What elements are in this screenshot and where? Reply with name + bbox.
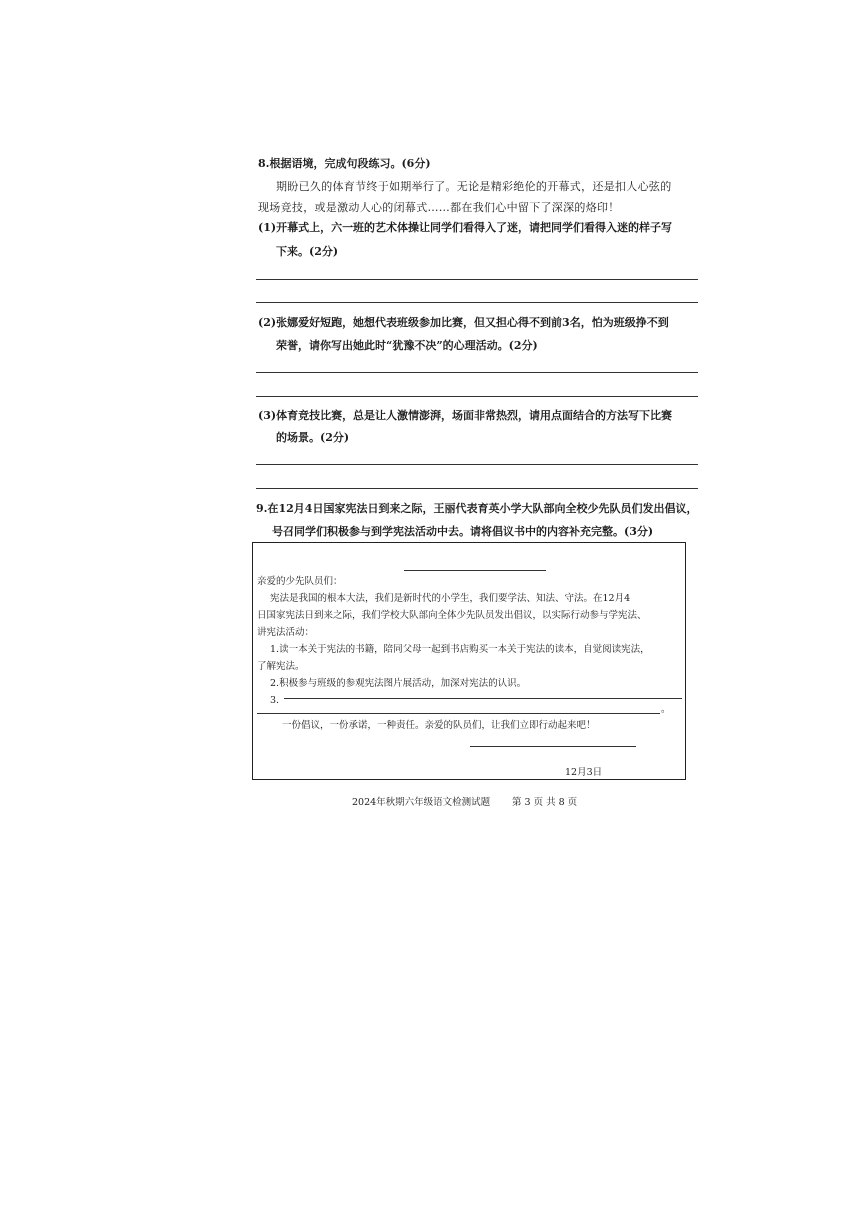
- item3-answer-line: [284, 698, 682, 699]
- q8-part2-line1: (2)张娜爱好短跑，她想代表班级参加比赛，但又担心得不到前3名，怕为班级挣不到: [258, 316, 669, 329]
- answer-line: [256, 464, 698, 465]
- letter-date: 12月3日: [565, 767, 603, 778]
- letter-item3-number: 3.: [270, 695, 280, 706]
- q8-part2-line2: 荣誉，请你写出她此时“犹豫不决”的心理活动。(2分): [276, 339, 538, 352]
- q8-part3-line2: 的场景。(2分): [276, 431, 350, 444]
- q8-context-line1: 期盼已久的体育节终于如期举行了。无论是精彩绝伦的开幕式，还是扣人心弦的: [276, 180, 672, 193]
- answer-line: [256, 396, 698, 397]
- letter-title-blank: [404, 570, 546, 571]
- answer-line: [256, 279, 698, 280]
- letter-body-line1: 宪法是我国的根本大法，我们是新时代的小学生，我们要学法、知法、守法。在12月4: [270, 593, 631, 604]
- q8-part3-line1: (3)体育竞技比赛，总是让人激情澎湃，场面非常热烈，请用点面结合的方法写下比赛: [258, 409, 673, 422]
- q8-part1-line1: (1)开幕式上，六一班的艺术体操让同学们看得入了迷，请把同学们看得入迷的样子写: [258, 221, 673, 234]
- letter-body-line2: 日国家宪法日到来之际，我们学校大队部向全体少先队员发出倡议，以实际行动参与学宪法、: [257, 610, 647, 621]
- item3-answer-line: [257, 713, 660, 714]
- answer-line: [256, 372, 698, 373]
- letter-item1-line1: 1.读一本关于宪法的书籍，陪同父母一起到书店购买一本关于宪法的读本，自觉阅读宪法，: [270, 644, 650, 655]
- footer-page-number: 第 3 页 共 8 页: [512, 797, 578, 808]
- q8-context-line2: 现场竞技，或是激动人心的闭幕式……都在我们心中留下了深深的烙印！: [258, 201, 620, 214]
- item3-end-period: 。: [661, 704, 671, 715]
- answer-line: [256, 488, 698, 489]
- q8-title: 8.根据语境，完成句段练习。(6分): [258, 157, 431, 170]
- letter-item2: 2.积极参与班级的参观宪法图片展活动，加深对宪法的认识。: [270, 678, 527, 689]
- q8-part1-line2: 下来。(2分): [276, 245, 339, 258]
- letter-greeting: 亲爱的少先队员们：: [257, 576, 343, 587]
- q9-line1: 9.在12月4日国家宪法日到来之际，王丽代表育英小学大队部向全校少先队员们发出倡议，: [256, 502, 698, 515]
- letter-closing: 一份倡议，一份承诺，一种责任。亲爱的队员们，让我们立即行动起来吧！: [282, 720, 596, 731]
- letter-body-line3: 讲宪法活动：: [257, 627, 315, 638]
- answer-line: [256, 302, 698, 303]
- q9-line2: 号召同学们积极参与到学宪法活动中去。请将倡议书中的内容补充完整。(3分): [272, 525, 654, 538]
- footer-exam-title: 2024年秋期六年级语文检测试题: [352, 797, 491, 808]
- signature-blank: [470, 746, 636, 747]
- letter-item1-line2: 了解宪法。: [257, 661, 305, 672]
